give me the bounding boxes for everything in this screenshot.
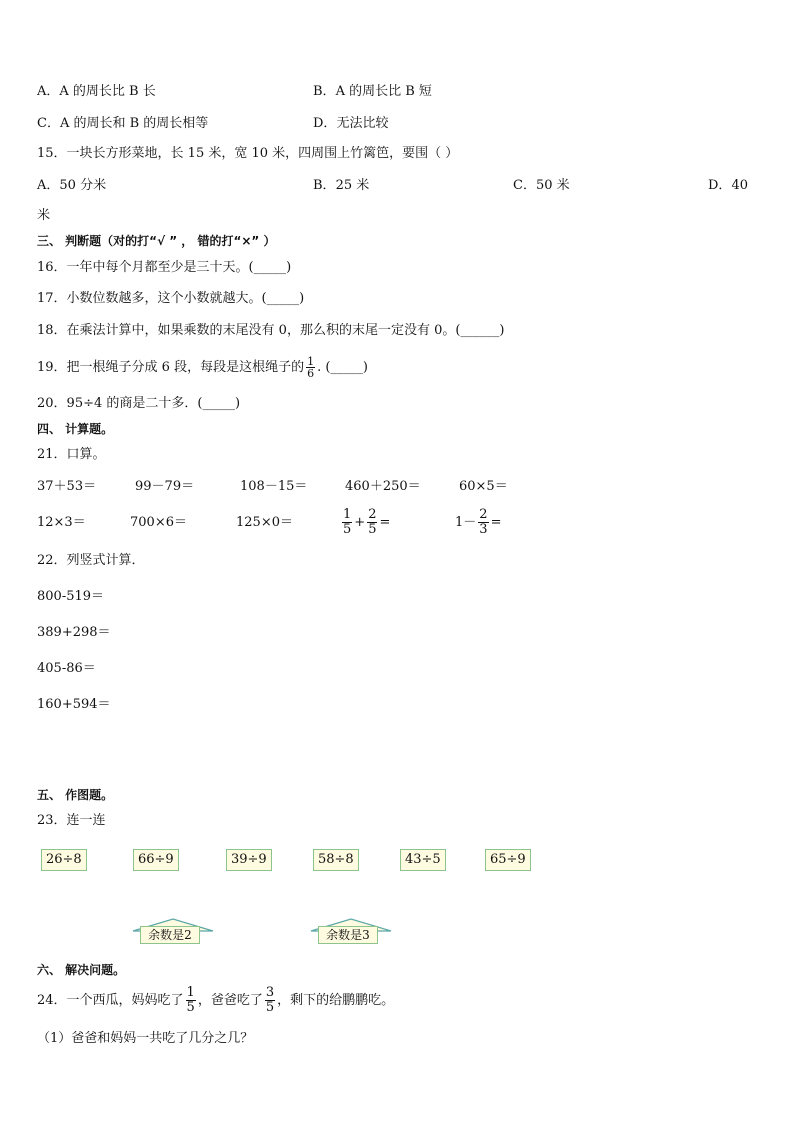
section-4-title: 四、 计算题。 — [37, 422, 114, 436]
q14-option-a: A．A 的周长比 B 长 — [37, 84, 156, 99]
q15-option-c: C．50 米 — [513, 178, 570, 193]
q15-stem: 15．一块长方形菜地，长 15 米，宽 10 米，四周围上竹篱笆，要围（ ） — [37, 146, 459, 161]
q15-option-b: B．25 米 — [313, 178, 370, 193]
q23-tag-remainder-2[interactable] — [132, 918, 212, 942]
q21-item-2: 99－79＝ — [135, 479, 195, 494]
q15-option-d: D．40 — [708, 178, 748, 193]
q16-statement: 16．一年中每个月都至少是三十天。(_____) — [37, 260, 292, 275]
q23-tag-label: 余数是2 — [140, 926, 200, 944]
q23-title: 23．连一连 — [37, 813, 106, 828]
q17-statement: 17．小数位数越多，这个小数就越大。(_____) — [37, 291, 305, 306]
q24-fraction-dad: $\frac{3}{5}$ — [265, 985, 275, 1015]
q22-item-2: 389+298＝ — [37, 625, 111, 640]
q22-item-3: 405-86＝ — [37, 661, 96, 676]
q21-item-3: 108－15＝ — [240, 479, 308, 494]
q24-stem: 24．一个西瓜，妈妈吃了 $\frac{1}{5}$ ，爸爸吃了 $\frac{3}{5}$ ，剩下的给鹏鹏吃。 — [37, 985, 395, 1015]
q19-fraction: $\frac{1}{6}$ — [307, 355, 315, 380]
q21-item-9-fraction-a: $\frac{1}{5}$ — [343, 507, 352, 537]
q21-item-8: 125×0＝ — [236, 515, 293, 530]
q14-option-c: C．A 的周长和 B 的周长相等 — [37, 116, 209, 131]
section-3-title: 三、 判断题（对的打“√ ” ， 错的打“×” ） — [37, 234, 276, 248]
q23-tag-remainder-3[interactable] — [310, 918, 390, 942]
q21-item-10-fraction: $\frac{2}{3}$ — [479, 507, 488, 537]
q15-option-d-wrap: 米 — [37, 208, 51, 223]
q20-statement: 20．95÷4 的商是二十多．(_____) — [37, 396, 241, 411]
q21-item-9: $\frac{1}{5}$ + $\frac{2}{5}$ = — [343, 507, 391, 537]
q24-sub-question-1: （1）爸爸和妈妈一共吃了几分之几？ — [37, 1031, 254, 1046]
q18-statement: 18．在乘法计算中，如果乘数的末尾没有 0，那么积的末尾一定没有 0。(______) — [37, 323, 505, 338]
q23-box-65-div-9[interactable]: 65÷9 — [485, 849, 531, 871]
q21-title: 21．口算。 — [37, 447, 106, 462]
q21-item-4: 460＋250＝ — [345, 479, 421, 494]
q21-item-6: 12×3＝ — [37, 515, 86, 530]
q21-item-9-fraction-b: $\frac{2}{5}$ — [368, 507, 377, 537]
q23-box-43-div-5[interactable]: 43÷5 — [400, 849, 446, 871]
q22-item-1: 800-519＝ — [37, 589, 105, 604]
q22-title: 22．列竖式计算． — [37, 553, 145, 568]
q23-box-66-div-9[interactable]: 66÷9 — [133, 849, 179, 871]
q24-fraction-mom: $\frac{1}{5}$ — [186, 985, 195, 1015]
q21-item-10: 1－ $\frac{2}{3}$ = — [455, 507, 502, 537]
q15-option-a: A．50 分米 — [37, 178, 107, 193]
q21-item-7: 700×6＝ — [130, 515, 187, 530]
q23-box-58-div-8[interactable]: 58÷8 — [313, 849, 359, 871]
section-5-title: 五、 作图题。 — [37, 788, 114, 802]
q21-item-5: 60×5＝ — [459, 479, 508, 494]
q14-option-d: D．无法比较 — [313, 116, 389, 131]
q23-box-26-div-8[interactable]: 26÷8 — [41, 849, 87, 871]
q19-statement: 19．把一根绳子分成 6 段，每段是这根绳子的 $\frac{1}{6}$ . (_____) — [37, 355, 368, 380]
q21-item-1: 37＋53＝ — [37, 479, 97, 494]
section-6-title: 六、 解决问题。 — [37, 963, 126, 977]
q23-tag-label: 余数是3 — [318, 926, 378, 944]
q14-option-b: B．A 的周长比 B 短 — [313, 84, 432, 99]
q23-box-39-div-9[interactable]: 39÷9 — [226, 849, 272, 871]
q22-item-4: 160+594＝ — [37, 697, 111, 712]
